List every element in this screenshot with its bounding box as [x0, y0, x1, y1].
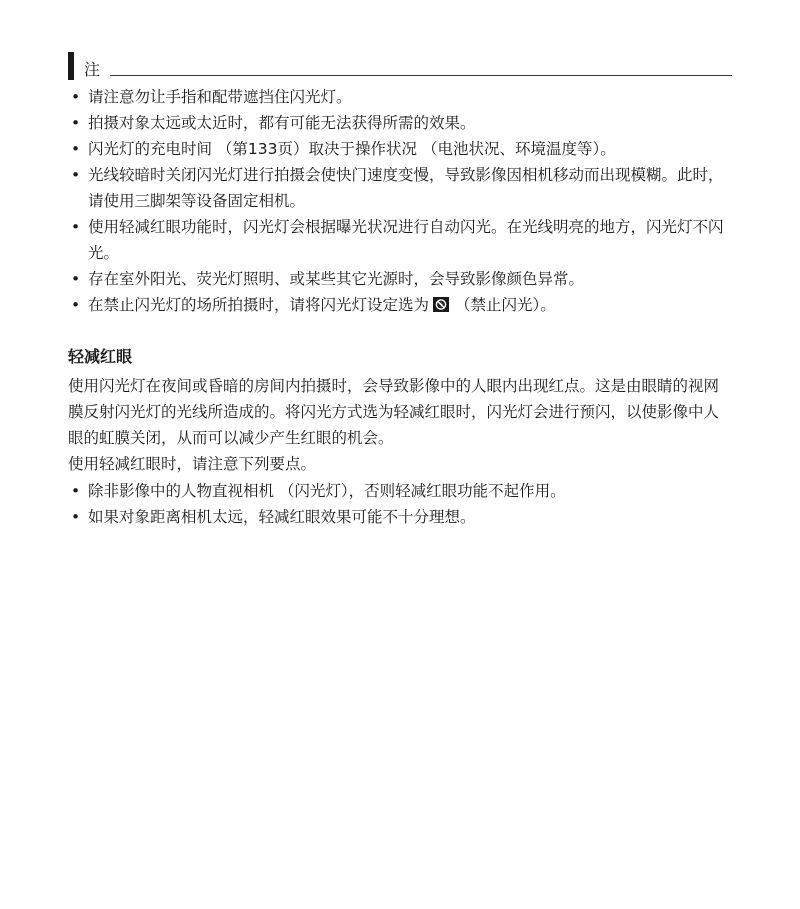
bullet: • [71, 218, 81, 236]
bullet: • [71, 508, 81, 526]
paragraph: 使用轻减红眼时，请注意下列要点。 [68, 455, 317, 473]
list-item [68, 214, 732, 266]
note-marker-bar [68, 52, 74, 80]
list-item-text: 如果对象距离相机太远，轻减红眼效果可能不十分理想。 [88, 508, 476, 526]
bullet: • [71, 88, 81, 106]
bullet: • [71, 296, 81, 314]
redeye-list [68, 478, 732, 530]
list-item [68, 84, 732, 110]
bullet: • [71, 114, 81, 132]
bullet: • [71, 166, 81, 184]
note-title: 注 [84, 60, 101, 79]
list-item [68, 162, 732, 214]
bullet: • [71, 140, 81, 158]
list-item [68, 266, 732, 292]
paragraph: 使用闪光灯在夜间或昏暗的房间内拍摄时，会导致影像中的人眼内出现红点。这是由眼睛的视网膜反射闪光灯的光线所造成的。将闪光方式选为轻减红眼时，闪光灯会进行预闪，以使影像中人眼的虹膜关闭，从而可以减少产生红眼的机会。 [68, 377, 720, 447]
list-item [68, 110, 732, 136]
bullet: • [71, 482, 81, 500]
list-item-text: 存在室外阳光、荧光灯照明、或某些其它光源时，会导致影像颜色异常。 [88, 270, 585, 288]
list-item-text: 请注意勿让手指和配带遮挡住闪光灯。 [88, 88, 352, 106]
note-header [68, 52, 732, 82]
list-item [68, 504, 732, 530]
flash-off-icon [433, 297, 449, 312]
note-divider [110, 75, 732, 76]
list-item-text: 拍摄对象太远或太近时，都有可能无法获得所需的效果。 [88, 114, 476, 132]
list-item-text: 除非影像中的人物直视相机 （闪光灯），否则轻减红眼功能不起作用。 [88, 482, 566, 500]
note-list [68, 84, 732, 318]
list-item [68, 292, 732, 318]
bullet: • [71, 270, 81, 288]
list-item-text: 光线较暗时关闭闪光灯进行拍摄会使快门速度变慢，导致影像因相机移动而出现模糊。此时，请使用三脚架等设备固定相机。 [88, 166, 724, 210]
list-item-text: 使用轻减红眼功能时，闪光灯会根据曝光状况进行自动闪光。在光线明亮的地方，闪光灯不闪光。 [88, 218, 724, 262]
list-item-text: 闪光灯的充电时间 （第133页）取决于操作状况 （电池状况、环境温度等）。 [88, 140, 616, 158]
list-item [68, 136, 732, 162]
list-item [68, 478, 732, 504]
section-title: 轻减红眼 [68, 347, 133, 366]
list-item-text: 在禁止闪光灯的场所拍摄时，请将闪光灯设定选为 [88, 296, 430, 314]
list-item-text: （禁止闪光）。 [455, 296, 556, 314]
